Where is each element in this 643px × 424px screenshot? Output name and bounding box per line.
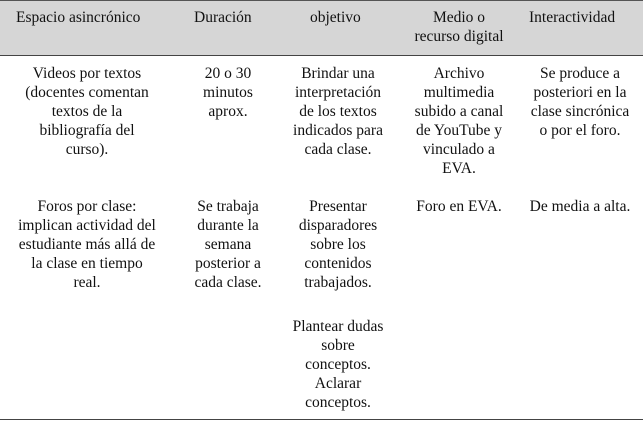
- header-duracion: Duración: [194, 9, 252, 26]
- table-row-1-duracion: 20 o 30 minutos aprox.: [203, 65, 253, 120]
- table-row-2-duracion: Se trabaja durante la semana posterior a cada clase.: [194, 198, 262, 291]
- header-objetivo: objetivo: [310, 9, 361, 26]
- table-row-1-interactividad: Se produce a posteriori en la clase sincrónica o por el foro.: [530, 65, 630, 139]
- table-header: [0, 0, 643, 56]
- table-bottom-rule: [0, 419, 643, 420]
- table-row-1-objetivo: Brindar una interpretación de los textos indicados para cada clase.: [293, 65, 383, 158]
- table-row-1-medio: Archivo multimedia subido a canal de YouTube y vinculado a EVA.: [414, 65, 504, 177]
- table-row-1-espacio: Videos por textos (docentes comentan textos de la bibliografía del curso).: [25, 65, 149, 158]
- table-row-2-objetivo-extra: Plantear dudas sobre conceptos. Aclarar conceptos.: [292, 318, 384, 411]
- table-row-2-interactividad: De media a alta.: [529, 198, 631, 215]
- header-espacio-asincronico: Espacio asincrónico: [16, 9, 141, 26]
- table-row-2-objetivo: Presentar disparadores sobre los contenidos trabajados.: [298, 198, 378, 291]
- table-row-2-medio: Foro en EVA.: [416, 198, 502, 215]
- header-interactividad: Interactividad: [529, 9, 616, 26]
- table-row-2-espacio: Foros por clase: implican actividad del estudiante más allá de la clase en tiempo real.: [18, 198, 156, 291]
- header-medio-recurso: Medio o recurso digital: [414, 9, 504, 45]
